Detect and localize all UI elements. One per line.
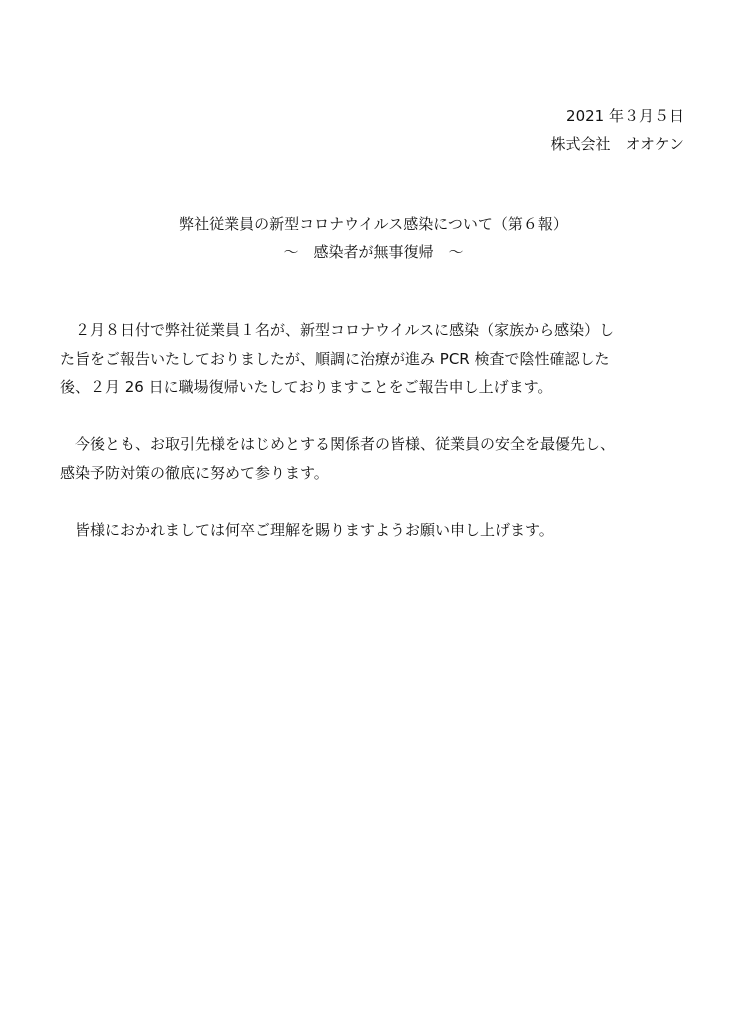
document-header bbox=[550, 102, 684, 158]
document-title-block bbox=[0, 210, 747, 266]
document-subtitle: ～ 感染者が無事復帰 ～ bbox=[283, 243, 464, 261]
paragraph-line: 感染予防対策の徹底に努めて参ります。 bbox=[60, 463, 329, 482]
paragraph-line: 後、２月 26 日に職場復帰いたしておりますことをご報告申し上げます。 bbox=[60, 378, 553, 396]
document-title: 弊社従業員の新型コロナウイルス感染について（第６報） bbox=[179, 215, 568, 233]
paragraph-prevention-commitment bbox=[60, 430, 690, 487]
paragraph-closing-request bbox=[60, 516, 690, 545]
company-name: 株式会社 オオケン bbox=[550, 135, 684, 153]
paragraph-line: 今後とも、お取引先様をはじめとする関係者の皆様、従業員の安全を最優先し、 bbox=[60, 435, 616, 453]
document-date: 2021 年３月５日 bbox=[566, 107, 684, 125]
paragraph-recovery-report bbox=[60, 316, 690, 402]
document-body bbox=[60, 316, 690, 573]
paragraph-line: ２月８日付で弊社従業員１名が、新型コロナウイルスに感染（家族から感染）し bbox=[60, 321, 615, 339]
paragraph-line: 皆様におかれましては何卒ご理解を賜りますようお願い申し上げます。 bbox=[60, 520, 554, 539]
paragraph-line: た旨をご報告いたしておりましたが、順調に治療が進み PCR 検査で陰性確認した bbox=[60, 349, 610, 368]
